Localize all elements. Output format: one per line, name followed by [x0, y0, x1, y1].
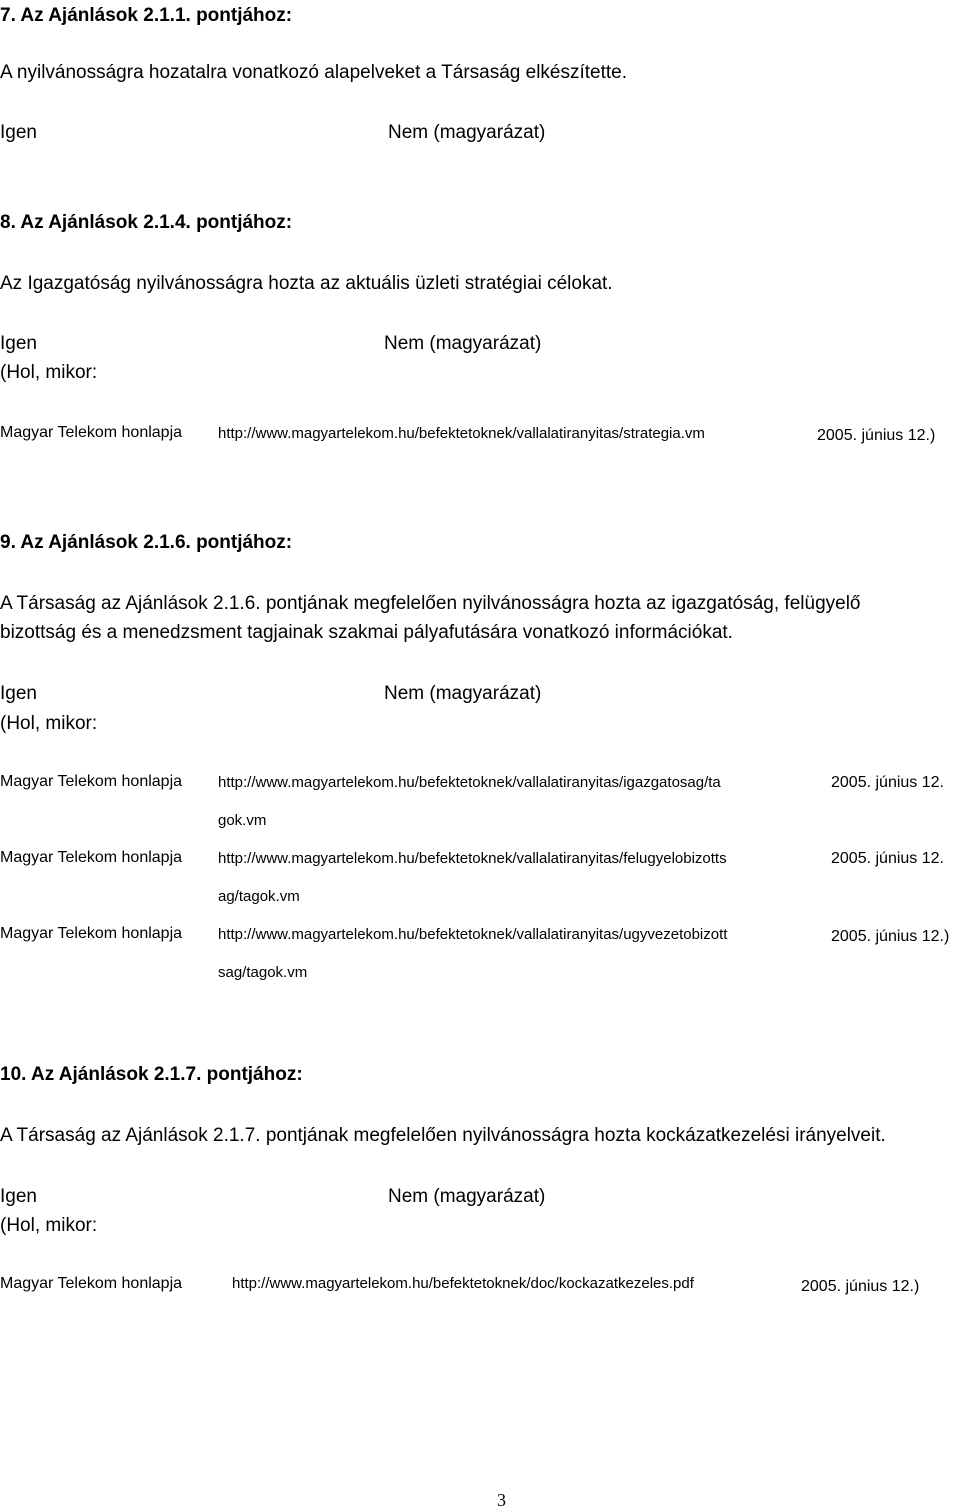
source-url-line-1[interactable]: http://www.magyartelekom.hu/befektetoknek/vallalatiranyitas/ugyvezetobizott	[218, 926, 728, 943]
source-url-line-1[interactable]: http://www.magyartelekom.hu/befektetoknek/vallalatiranyitas/felugyelobizotts	[218, 850, 727, 867]
source-name: Magyar Telekom honlapja	[0, 773, 183, 790]
where-when-label: (Hol, mikor:	[0, 362, 98, 383]
source-url-line-2[interactable]: gok.vm	[218, 812, 267, 829]
source-date: 2005. június 12.)	[801, 1278, 920, 1295]
yes-option: Igen	[0, 1186, 37, 1207]
section-statement: A Társaság az Ajánlások 2.1.7. pontjának megfelelően nyilvánosságra hozta kockázatkezelési irányelveit.	[0, 1125, 886, 1146]
source-name: Magyar Telekom honlapja	[0, 1275, 183, 1292]
section-heading: 8. Az Ajánlások 2.1.4. pontjához:	[0, 212, 293, 233]
source-url[interactable]: http://www.magyartelekom.hu/befektetoknek/doc/kockazatkezeles.pdf	[232, 1275, 694, 1292]
no-option: Nem (magyarázat)	[388, 1186, 546, 1207]
no-option: Nem (magyarázat)	[384, 683, 542, 704]
section-statement-line-1: A Társaság az Ajánlások 2.1.6. pontjának megfelelően nyilvánosságra hozta az igazgatóság, felügyelő	[0, 593, 861, 614]
where-when-label: (Hol, mikor:	[0, 713, 98, 734]
section-heading: 10. Az Ajánlások 2.1.7. pontjához:	[0, 1064, 303, 1085]
yes-option: Igen	[0, 122, 37, 143]
source-date: 2005. június 12.)	[817, 427, 936, 444]
section-statement: Az Igazgatóság nyilvánosságra hozta az aktuális üzleti stratégiai célokat.	[0, 273, 613, 294]
source-url-line-2[interactable]: ag/tagok.vm	[218, 888, 300, 905]
section-heading: 9. Az Ajánlások 2.1.6. pontjához:	[0, 532, 293, 553]
where-when-label: (Hol, mikor:	[0, 1215, 98, 1236]
section-heading: 7. Az Ajánlások 2.1.1. pontjához:	[0, 5, 293, 26]
source-name: Magyar Telekom honlapja	[0, 424, 183, 441]
source-url[interactable]: http://www.magyartelekom.hu/befektetoknek/vallalatiranyitas/strategia.vm	[218, 425, 705, 442]
no-option: Nem (magyarázat)	[388, 122, 546, 143]
no-option: Nem (magyarázat)	[384, 333, 542, 354]
source-date: 2005. június 12.)	[831, 928, 950, 945]
source-url-line-1[interactable]: http://www.magyartelekom.hu/befektetoknek/vallalatiranyitas/igazgatosag/ta	[218, 774, 721, 791]
source-url-line-2[interactable]: sag/tagok.vm	[218, 964, 308, 981]
source-date: 2005. június 12.	[831, 774, 944, 791]
yes-option: Igen	[0, 333, 37, 354]
page-number: 3	[497, 1490, 506, 1510]
source-name: Magyar Telekom honlapja	[0, 849, 183, 866]
source-name: Magyar Telekom honlapja	[0, 925, 183, 942]
yes-option: Igen	[0, 683, 37, 704]
section-statement: A nyilvánosságra hozatalra vonatkozó alapelveket a Társaság elkészítette.	[0, 62, 628, 83]
section-statement-line-2: bizottság és a menedzsment tagjainak szakmai pályafutására vonatkozó információkat.	[0, 622, 733, 643]
source-date: 2005. június 12.	[831, 850, 944, 867]
